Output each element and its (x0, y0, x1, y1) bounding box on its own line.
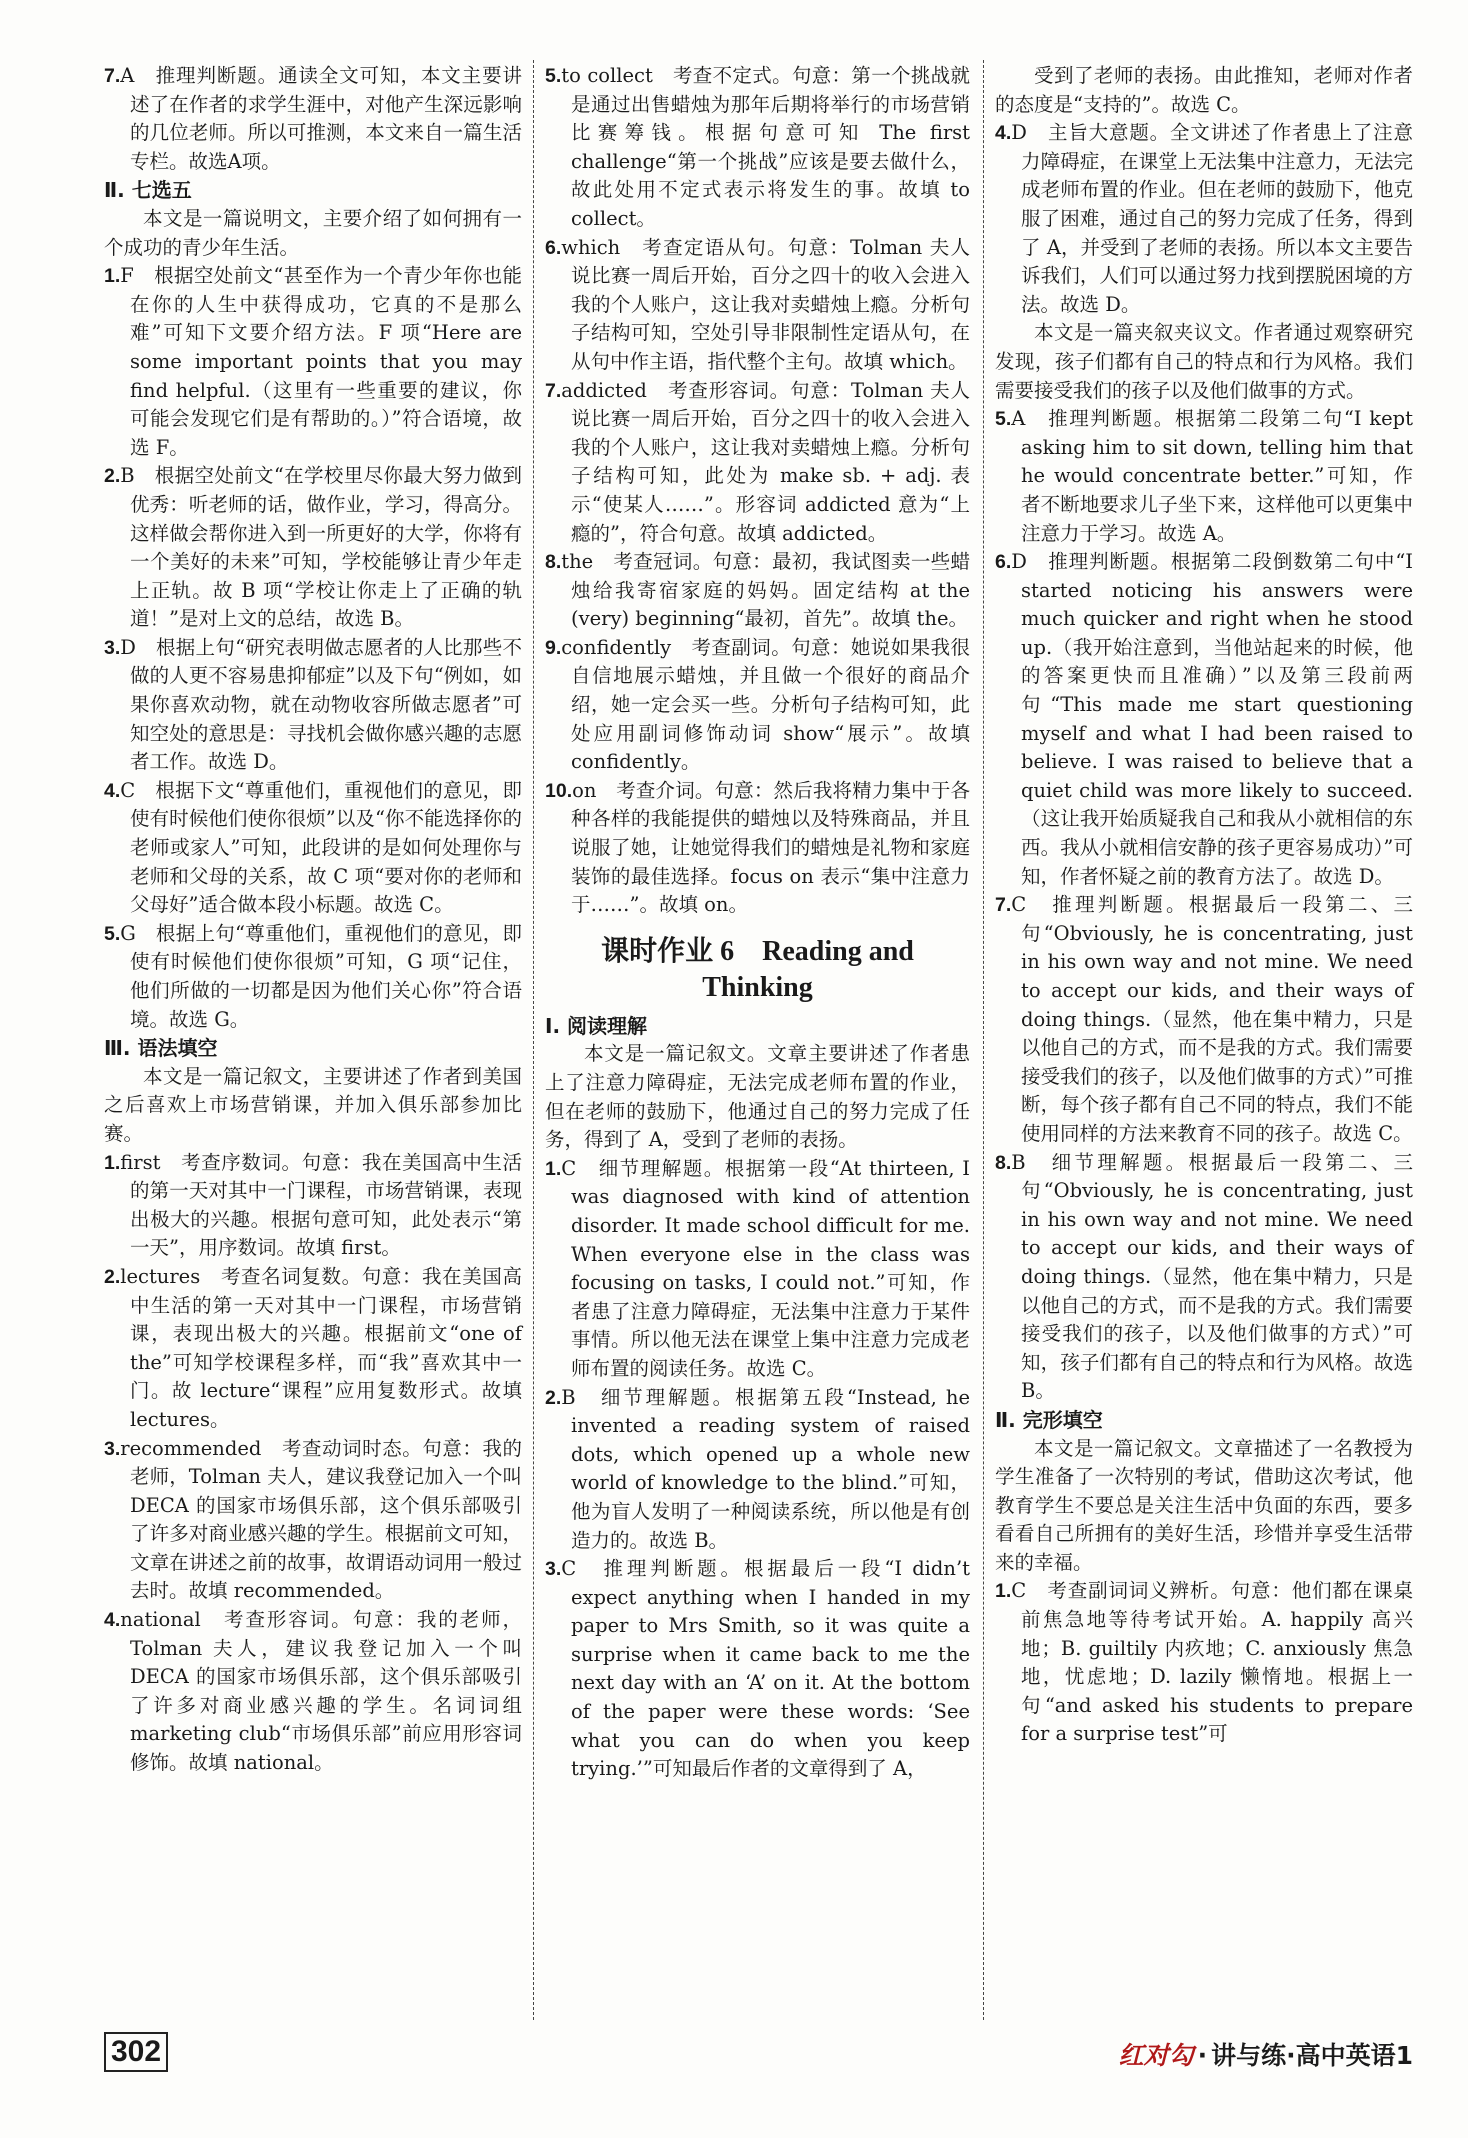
answer-item (995, 891, 1413, 1148)
item-text: on 考查介词。句意：然后我将精力集中于各种各样的我能提供的蜡烛以及特殊商品，并且说服了她，让她觉得我们的蜡烛是礼物和家庭装饰的最佳选择。focus on 表示“集中注意力于……”。故填 on。 (571, 778, 970, 917)
answer-item (104, 920, 522, 1034)
passage-summary: 本文是一篇记叙文，主要讲述了作者到美国之后喜欢上市场营销课，并加入俱乐部参加比赛。 (104, 1064, 522, 1145)
section-heading: Ⅰ. 阅读理解 (545, 1013, 648, 1038)
column-divider-right (983, 60, 984, 2020)
lesson-title: 课时作业 6 Reading and Thinking (601, 935, 914, 1003)
item-text: which 考查定语从句。句意：Tolman 夫人说比赛一周后开始，百分之四十的收入会进入我的个人账户，这让我对卖蜡烛上瘾。分析句子结构可知，空处引导非限制性定语从句，在从句中作主语，指代整个主句。故填 which。 (561, 235, 970, 373)
brand-logo: 红对勾 (1118, 2041, 1194, 2070)
brand-separator: · (1197, 2041, 1208, 2070)
item-text: G 根据上句“尊重他们，重视他们的意见，即使有时候他们使你很烦”可知，G 项“记住，他们所做的一切都是因为他们关心你”符合语境。故选 G。 (120, 921, 522, 1031)
answer-item (545, 1384, 970, 1556)
column-divider-left (533, 60, 534, 2020)
answer-item (104, 1149, 522, 1263)
answer-item (545, 634, 970, 777)
item-number: 6. (995, 551, 1012, 574)
item-number: 3. (545, 1558, 562, 1581)
item-text: A 推理判断题。根据第二段第二句“I kept asking him to sit down, telling him that he would concentrate better.”可知，作者不断地要求儿子坐下来，这样他可以更集中注意力于学习。故选 A。 (1011, 407, 1413, 545)
answer-item (104, 462, 522, 634)
answer-item (545, 1155, 970, 1384)
page-number: 302 (104, 2032, 168, 2072)
section-heading: Ⅱ. 完形填空 (995, 1407, 1103, 1432)
answer-item (545, 62, 970, 234)
item-number: 8. (545, 551, 562, 574)
answer-item (995, 405, 1413, 548)
answer-item (104, 1435, 522, 1607)
item-text: lectures 考查名词复数。句意：我在美国高中生活的第一天对其中一门课程，市场营销课，表现出极大的兴趣。根据前文“one of the”可知学校课程多样，而“我”喜欢其中一门。故 lecture“课程”应用复数形式。故填 lectures。 (120, 1264, 522, 1431)
item-number: 2. (545, 1386, 562, 1409)
item-number: 7. (545, 379, 562, 402)
answer-item (104, 777, 522, 920)
item-text: addicted 考查形容词。句意：Tolman 夫人说比赛一周后开始，百分之四十的收入会进入我的个人账户，这让我对卖蜡烛上瘾。分析句子结构可知，此处为 make sb. + adj. 表示“使某人……”。形容词 addicted 意为“上瘾的”，符合句意。故填 addicted。 (561, 378, 970, 545)
item-text: confidently 考查副词。句意：她说如果我很自信地展示蜡烛，并且做一个很好的商品介绍，她一定会买一些。分析句子结构可知，此处应用副词修饰动词 show“展示”。故填 confidently。 (561, 635, 970, 774)
answer-item (995, 119, 1413, 319)
item-text: C 细节理解题。根据第一段“At thirteen, I was diagnosed with kind of attention disorder. It made school difficult for me. When everyone else in the class was focusing on tasks, I could not.”可知，作者患了注意力障碍症，无法集中注意力于某件事情。所以他无法在课堂上集中注意力完成老师布置的阅读任务。故选 C。 (561, 1156, 970, 1380)
item-number: 5. (545, 65, 562, 87)
answer-item (995, 1149, 1413, 1406)
item-text: F 根据空处前文“甚至作为一个青少年你也能在你的人生中获得成功，它真的不是那么难”可知下文要介绍方法。F 项“Here are some important points that you may find helpful.（这里有一些重要的建议，你可能会发现它们是有帮助的。）”符合语境，故选 F。 (120, 264, 522, 459)
item-number: 2. (104, 1265, 121, 1288)
item-text: C 考查副词词义辨析。句意：他们都在课桌前焦急地等待考试开始。A. happily 高兴地；B. guiltily 内疚地；C. anxiously 焦急地，忧虑地；D. lazily 懒惰地。根据上一句“and asked his students to prepare for a surprise test”可 (1011, 1579, 1413, 1746)
answer-column-3 (995, 62, 1413, 1749)
passage-summary: 受到了老师的表扬。由此推知，老师对作者的态度是“支持的”。故选 C。 (995, 64, 1413, 116)
item-text: national 考查形容词。句意：我的老师，Tolman 夫人，建议我登记加入一个叫 DECA 的国家市场俱乐部，这个俱乐部吸引了许多对商业感兴趣的学生。名词词组 marketing club“市场俱乐部”前应用形容词修饰。故填 national。 (120, 1608, 522, 1775)
item-number: 9. (545, 636, 562, 659)
item-number: 1. (104, 1151, 121, 1174)
answer-item (995, 1577, 1413, 1749)
item-text: C 推理判断题。根据最后一段第二、三句“Obviously, he is concentrating, just in his own way and not mine. We need to accept our kids, and their ways of doing things.（显然，他在集中精力，只是以他自己的方式，而不是我的方式。我们需要接受我们的孩子，以及他们做事的方式）”可推断，每个孩子都有自己不同的特点，我们不能使用同样的方法来教育不同的孩子。故选 C。 (1011, 893, 1413, 1145)
brand-text: 讲与练·高中英语1 (1211, 2041, 1413, 2070)
item-number: 1. (104, 265, 121, 288)
section-heading: Ⅲ. 语法填空 (104, 1036, 218, 1061)
item-text: B 细节理解题。根据第五段“Instead, he invented a reading system of raised dots, which opened up a whole new world of knowledge to the blind.”可知，他为盲人发明了一种阅读系统，所以他是有创造力的。故选 B。 (561, 1385, 970, 1552)
answer-item (104, 634, 522, 777)
answer-column-1 (104, 62, 522, 1778)
item-number: 1. (545, 1157, 562, 1180)
item-number: 3. (104, 1437, 121, 1460)
item-number: 1. (995, 1580, 1012, 1603)
item-text: to collect 考查不定式。句意：第一个挑战就是通过出售蜡烛为那年后期将举行的市场营销比赛筹钱。根据句意可知 The first challenge“第一个挑战”应该是要去做什么，故此处用不定式表示将发生的事。故填 to collect。 (561, 64, 970, 230)
answer-item (545, 377, 970, 549)
item-text: B 根据空处前文“在学校里尽你最大努力做到优秀：听老师的话，做作业，学习，得高分。这样做会帮你进入到一所更好的大学，你将有一个美好的未来”可知，学校能够让青少年走上正轨。故 B 项“学校让你走上了正确的轨道！”是对上文的总结，故选 B。 (120, 464, 522, 631)
item-text: A 推理判断题。通读全文可知，本文主要讲述了在作者的求学生涯中，对他产生深远影响的几位老师。所以可推测，本文来自一篇生活专栏。故选A项。 (120, 64, 522, 173)
answer-column-2 (545, 62, 970, 1784)
item-text: D 根据上句“研究表明做志愿者的人比那些不做的人更不容易患抑郁症”以及下句“例如，如果你喜欢动物，就在动物收容所做志愿者”可知空处的意思是：寻找机会做你感兴趣的志愿者工作。故选 D。 (120, 635, 522, 774)
item-number: 5. (104, 922, 121, 945)
answer-item (545, 548, 970, 634)
item-text: C 推理判断题。根据最后一段“I didn’t expect anything when I handed in my paper to Mrs Smith, so it was quite a surprise when it came back to me the next day with an ‘A’ on it. At the bottom of the paper were these words: ‘See what you can do when you keep trying.’”可知最后作者的文章得到了 A， (561, 1557, 970, 1781)
item-number: 6. (545, 236, 562, 259)
item-text: C 根据下文“尊重他们，重视他们的意见，即使有时候他们使你很烦”以及“你不能选择你的老师或家人”可知，此段讲的是如何处理你与老师和父母的关系，故 C 项“要对你的老师和父母好”适合做本段小标题。故选 C。 (120, 778, 522, 917)
item-number: 2. (104, 465, 121, 488)
passage-summary: 本文是一篇夹叙夹议文。作者通过观察研究发现，孩子们都有自己的特点和行为风格。我们需要接受我们的孩子以及他们做事的方式。 (995, 321, 1413, 402)
item-text: D 主旨大意题。全文讲述了作者患上了注意力障碍症，在课堂上无法集中注意力，无法完成老师布置的作业。但在老师的鼓励下，他克服了困难，通过自己的努力完成了任务，得到了 A，并受到了老师的表扬。所以本文主要告诉我们，人们可以通过努力找到摆脱困境的方法。故选 D。 (1011, 121, 1413, 316)
answer-item (104, 62, 522, 176)
section-heading: Ⅱ. 七选五 (104, 178, 192, 203)
book-brand (1119, 2036, 1413, 2072)
answer-item (104, 1263, 522, 1435)
item-text: B 细节理解题。根据最后一段第二、三句“Obviously, he is concentrating, just in his own way and not mine. We need to accept our kids, and their ways of doing things.（显然，他在集中精力，只是以他自己的方式，而不是我的方式。我们需要接受我们的孩子，以及他们做事的方式）”可知，孩子们都有自己的特点和行为风格。故选 B。 (1011, 1150, 1413, 1403)
item-text: recommended 考查动词时态。句意：我的老师，Tolman 夫人，建议我登记加入一个叫 DECA 的国家市场俱乐部，这个俱乐部吸引了许多对商业感兴趣的学生。根据前文可知，文章在讲述之前的故事，故谓语动词用一般过去时。故填 recommended。 (120, 1436, 522, 1603)
answer-item (104, 262, 522, 462)
answer-item (545, 234, 970, 377)
page-footer (0, 2032, 1468, 2092)
item-number: 7. (104, 65, 121, 87)
item-text: D 推理判断题。根据第二段倒数第二句中“I started noticing his answers were much quicker and right when he stood up.（我开始注意到，当他站起来的时候，他的答案更快而且准确）”以及第三段前两句“This made me start questioning myself and what I had been raised to believe. I was raised to believe that a quiet child was more likely to succeed.（这让我开始质疑我自己和我从小就相信的东西。我从小就相信安静的孩子更容易成功）”可知，作者怀疑之前的教育方法了。故选 D。 (1011, 550, 1413, 888)
item-number: 3. (104, 636, 121, 659)
item-number: 10. (545, 779, 573, 802)
passage-summary: 本文是一篇记叙文。文章描述了一名教授为学生准备了一次特别的考试，借助这次考试，他教育学生不要总是关注生活中负面的东西，要多看看自己所拥有的美好生活，珍惜并享受生活带来的幸福。 (995, 1436, 1413, 1574)
answer-item (545, 777, 970, 920)
item-number: 5. (995, 408, 1012, 431)
passage-summary: 本文是一篇说明文，主要介绍了如何拥有一个成功的青少年生活。 (104, 206, 522, 259)
answer-item (104, 1606, 522, 1778)
item-number: 4. (995, 122, 1012, 145)
item-text: first 考查序数词。句意：我在美国高中生活的第一天对其中一门课程，市场营销课，表现出极大的兴趣。根据句意可知，此处表示“第一天”，用序数词。故填 first。 (120, 1150, 522, 1260)
passage-summary: 本文是一篇记叙文。文章主要讲述了作者患上了注意力障碍症，无法完成老师布置的作业，但在老师的鼓励下，他通过自己的努力完成了任务，得到了 A，受到了老师的表扬。 (545, 1042, 970, 1152)
item-number: 4. (104, 1609, 121, 1632)
item-number: 4. (104, 779, 121, 802)
answer-item (995, 548, 1413, 891)
item-number: 7. (995, 894, 1012, 917)
item-number: 8. (995, 1151, 1012, 1174)
item-text: the 考查冠词。句意：最初，我试图卖一些蜡烛给我寄宿家庭的妈妈。固定结构 at the (very) beginning“最初，首先”。故填 the。 (561, 550, 970, 631)
answer-item (545, 1555, 970, 1784)
